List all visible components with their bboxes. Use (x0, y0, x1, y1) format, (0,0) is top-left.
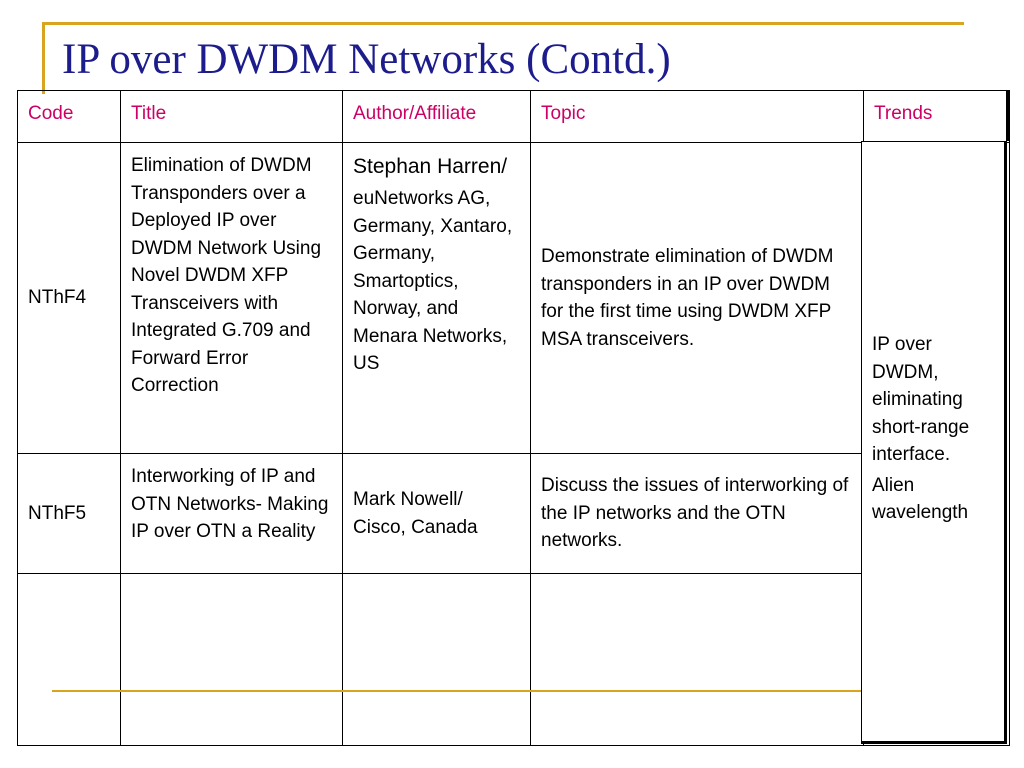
row-code: NThF4 (18, 143, 121, 454)
row-topic: Demonstrate elimination of DWDM transponders in an IP over DWDM for the first time using DWDM XFP MSA transceivers. (531, 143, 864, 454)
header-trends: Trends (864, 91, 1010, 143)
header-row (18, 91, 1010, 143)
empty-cell (531, 574, 864, 746)
row-code: NThF5 (18, 454, 121, 574)
empty-cell (343, 574, 531, 746)
table-shadow-right (1006, 90, 1009, 141)
left-rule (42, 22, 45, 94)
row-author: Mark Nowell/ Cisco, Canada (343, 454, 531, 574)
top-rule (42, 22, 964, 25)
trends-cell (861, 141, 1007, 744)
row-title: Interworking of IP and OTN Networks- Making IP over OTN a Reality (121, 454, 343, 574)
trend-item: Alien wavelength (872, 474, 969, 523)
empty-cell (18, 574, 121, 746)
bottom-rule (52, 690, 972, 692)
header-topic: Topic (531, 91, 864, 143)
header-author: Author/Affiliate (343, 91, 531, 143)
empty-cell (121, 574, 343, 746)
row-title: Elimination of DWDM Transponders over a Deployed IP over DWDM Network Using Novel DWDM XFP Transceivers with Integrated G.709 and Forward Error Correction (121, 143, 343, 454)
header-code: Code (18, 91, 121, 143)
author-affiliation: euNetworks AG, Germany, Xantaro, Germany, Smartoptics, Norway, and Menara Networks, US (353, 188, 513, 374)
row-author (343, 143, 531, 454)
slide-title: IP over DWDM Networks (Contd.) (62, 36, 671, 83)
author-name: Stephan Harren/ (353, 155, 508, 178)
row-topic: Discuss the issues of interworking of the IP networks and the OTN networks. (531, 454, 864, 574)
trend-item: IP over DWDM, eliminating short-range interface. (872, 334, 970, 465)
trends-text (872, 331, 1000, 527)
header-title: Title (121, 91, 343, 143)
